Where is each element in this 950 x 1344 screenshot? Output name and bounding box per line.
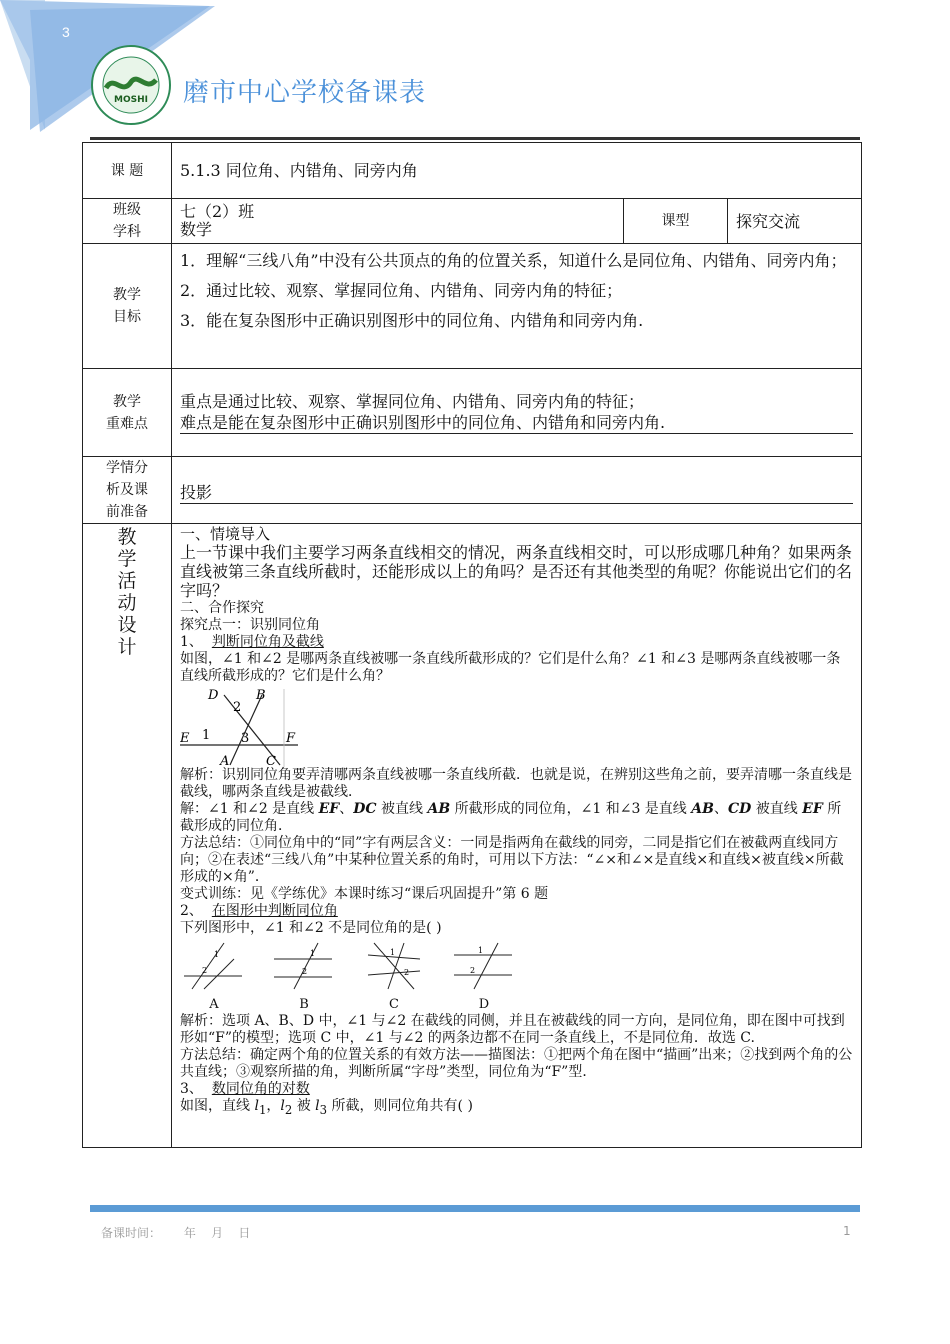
figure-1 xyxy=(180,687,300,767)
fig1-label-c: C xyxy=(266,754,276,767)
class-subject-label: 班级 学科 xyxy=(83,199,172,244)
activity-label: 教 学 活 动 设 计 xyxy=(83,524,172,1148)
fig1-label-b: B xyxy=(256,688,266,703)
section-1-text: 上一节课中我们主要学习两条直线相交的情况，两条直线相交时，可以形成哪几种角？如果两条直线被第三条直线所截时，还能形成以上的角吗？是否还有其他类型的角呢？你能说出它们的名字吗？ xyxy=(180,543,853,600)
fig1-label-e: E xyxy=(180,731,190,746)
q2-method: 方法总结：确定两个角的位置关系的有效方法——描图法：①把两个角在图中“描画”出来；②找到两个角的公共直线；③观察所描的角，判断所属“字母”类型，同位角为“F”型． xyxy=(180,1047,853,1080)
activity-row xyxy=(83,524,862,1148)
svg-text:2: 2 xyxy=(202,966,208,975)
goal-item: 2．通过比较、观察、掌握同位角、内错角、同旁内角的特征； xyxy=(180,281,623,300)
class-row xyxy=(83,199,862,244)
fig1-label-d: D xyxy=(208,688,219,703)
topic-row xyxy=(83,143,862,199)
top-page-number: 3 xyxy=(62,24,70,40)
school-title: 磨市中心学校备课表 xyxy=(183,78,427,108)
prep-row xyxy=(83,457,862,524)
explore-point-1: 探究点一：识别同位角 xyxy=(180,617,320,633)
q2-options-figures xyxy=(184,941,853,1013)
goals-label: 教学 目标 xyxy=(83,244,172,369)
lesson-plan-table xyxy=(82,142,862,1148)
difficult-point: 难点是能在复杂图形中正确识别图形中的同位角、内错角和同旁内角. xyxy=(180,412,853,434)
svg-text:2: 2 xyxy=(302,967,308,976)
key-row xyxy=(83,369,862,457)
svg-text:MOSHI: MOSHI xyxy=(114,95,148,105)
goal-item: 1．理解“三线八角”中没有公共顶点的角的位置关系，知道什么是同位角、内错角、同旁内角； xyxy=(180,251,847,270)
svg-text:1: 1 xyxy=(310,949,316,958)
option-b-figure: 1 2 B xyxy=(274,941,334,1013)
footer-bar xyxy=(90,1205,860,1212)
svg-text:1: 1 xyxy=(390,948,396,957)
topic-value: 5.1.3 同位角、内错角、同旁内角 xyxy=(180,161,418,180)
key-point: 重点是通过比较、观察、掌握同位角、内错角、同旁内角的特征； xyxy=(180,392,645,411)
option-c-figure: 1 2 C xyxy=(364,941,424,1013)
q1-solution: 解：∠1 和∠2 是直线 EF、DC 被直线 AB 所截形成的同位角，∠1 和∠3 是直线 AB、CD 被直线 EF 所截形成的同位角． xyxy=(180,801,842,834)
section-1-title: 一、情境导入 xyxy=(180,525,271,543)
school-logo-icon xyxy=(90,44,172,126)
q3-heading: 3、 数同位角的对数 xyxy=(180,1081,310,1097)
goals-row xyxy=(83,244,862,369)
fig1-label-a: A xyxy=(220,754,230,767)
footer-page-number: 1 xyxy=(843,1224,851,1238)
fig1-label-3: 3 xyxy=(241,731,250,746)
topic-label: 课 题 xyxy=(83,143,172,199)
q3-text: 如图，直线 $l_1$，$l_2$ 被 $l_3$ 所截，则同位角共有( ) xyxy=(180,1098,473,1117)
q1-heading: 1、 判断同位角及截线 xyxy=(180,634,324,650)
section-2-title: 二、合作探究 xyxy=(180,600,264,616)
prep-label: 学情分 析及课 前准备 xyxy=(83,457,172,524)
svg-text:1: 1 xyxy=(478,946,484,955)
fig1-label-1: 1 xyxy=(202,728,211,743)
option-a-figure: 1 2 A xyxy=(184,941,244,1013)
q1-method: 方法总结：①同位角中的“同”字有两层含义：一同是指两角在截线的同旁，二同是指它们在被截两直线同方向；②在表述“三线八角”中某种位置关系的角时，可用以下方法：“∠×和∠×是直线×和直线×被直线×所截形成的×角”． xyxy=(180,835,844,885)
q2-analysis: 解析：选项 A、B、D 中，∠1 与∠2 在截线的同侧，并且在被截线的同一方向，是同位角，即在图中可找到形如“F”的模型；选项 C 中，∠1 与∠2 的两条边都不在同一条直线上，不是同位角．故选 C. xyxy=(180,1013,845,1046)
svg-text:1: 1 xyxy=(214,950,220,959)
svg-text:2: 2 xyxy=(404,968,410,977)
key-label: 教学 重难点 xyxy=(83,369,172,457)
subject-value: 数学 xyxy=(180,220,213,239)
option-d-figure: 1 2 D xyxy=(454,941,514,1013)
prep-date: 备课时间： 年 月 日 xyxy=(101,1226,251,1240)
header-divider xyxy=(90,137,860,140)
svg-text:2: 2 xyxy=(470,966,476,975)
q1-text: 如图，∠1 和∠2 是哪两条直线被哪一条直线所截形成的？它们是什么角？∠1 和∠3 是哪两条直线被哪一条直线所截形成的？它们是什么角？ xyxy=(180,651,841,684)
q1-analysis: 解析：识别同位角要弄清哪两条直线被哪一条直线所截．也就是说，在辨别这些角之前，要弄清哪一条直线是截线，哪两条直线是被截线． xyxy=(180,767,852,800)
prep-value: 投影 xyxy=(180,476,853,504)
q2-text: 下列图形中，∠1 和∠2 不是同位角的是( ) xyxy=(180,920,442,936)
fig1-label-f: F xyxy=(286,731,296,746)
class-value: 七（2）班 xyxy=(180,202,255,221)
q2-heading: 2、 在图形中判断同位角 xyxy=(180,903,338,919)
goal-item: 3．能在复杂图形中正确识别图形中的同位角、内错角和同旁内角. xyxy=(180,311,644,330)
type-value: 探究交流 xyxy=(736,211,801,231)
goals-list xyxy=(172,244,861,338)
type-label: 课型 xyxy=(624,199,728,244)
q1-practice: 变式训练：见《学练优》本课时练习“课后巩固提升”第 6 题 xyxy=(180,886,549,902)
fig1-label-2: 2 xyxy=(233,700,242,715)
